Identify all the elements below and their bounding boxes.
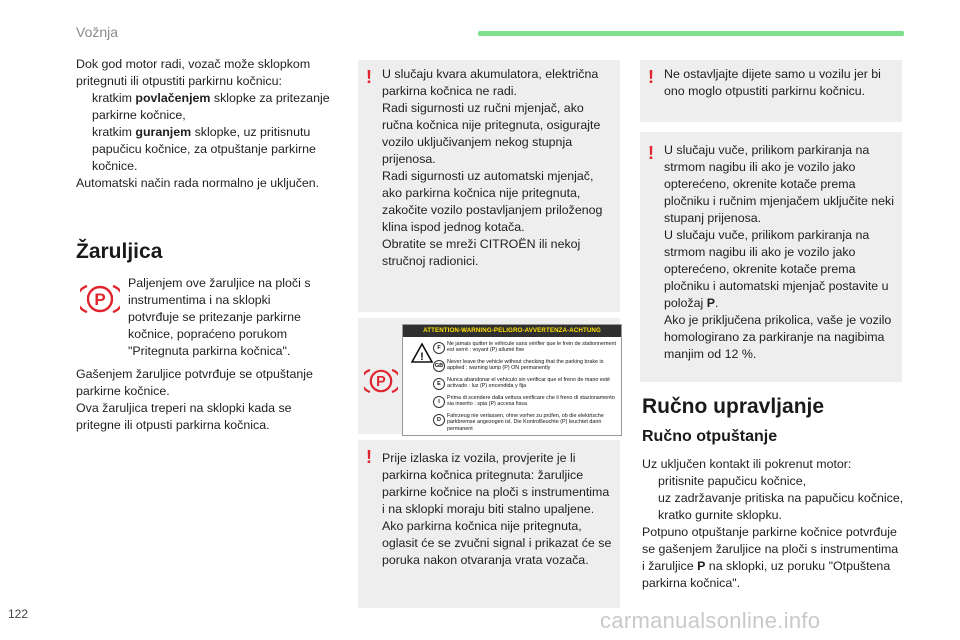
parking-brake-warning-icon	[364, 366, 398, 396]
lamp-description: Paljenjem ove žaruljice na ploči s instrumentima i na sklopki potvrđuje se pritezanje parkirne kočnice, popraćeno porukom "Pritegnuta parkirna kočnica".	[128, 276, 311, 358]
sticker-row-e: E Nunca abandonar el vehículo sin verificar que el freno de mano esté activado : luz (P) encendida y fija	[447, 377, 617, 391]
subheading-rucno-otpustanje: Ručno otpuštanje	[642, 428, 778, 445]
section-title: Vožnja	[76, 24, 119, 40]
sticker-row-d: D Fahrzeug nie verlassen, ohne vorher zu prüfen, ob die elektrische parkbremse angezogen ist. Die Kontrollleuchte (P) leuchtet dann permanent	[447, 413, 617, 427]
svg-text:P: P	[376, 374, 386, 391]
svg-text:!: !	[420, 351, 424, 363]
intro-paragraph: Dok god motor radi, vozač može sklopkom pritegnuti ili otpustiti parkirnu kočnicu:	[76, 57, 311, 88]
lamp-off-text: Gašenjem žaruljice potvrđuje se otpuštanje parkirne kočnice. Ova žaruljica treperi na sklopki kada se pritegne ili otpusti parkirna kočnica.	[76, 367, 313, 432]
parking-brake-warning-icon	[80, 282, 120, 316]
warning-sticker	[402, 324, 622, 436]
heading-rucno-upravljanje: Ručno upravljanje	[642, 395, 825, 418]
manual-release-steps: Uz uključen kontakt ili pokrenut motor: pritisnite papučicu kočnice, uz zadržavanje pritiska na papučicu kočnice, kratko gurnite sklopku.	[642, 457, 904, 522]
sticker-row-i: I Prima di scendere dalla vettura verificare che il freno di stazionamento sia inserito : spia (P) accesa fissa	[447, 395, 617, 409]
bullet-item: kratkim povlačenjem sklopke za pritezanje parkirne kočnice,	[92, 91, 330, 122]
warning-label-illustration	[358, 318, 620, 434]
svg-text:P: P	[94, 290, 106, 309]
release-confirmation-text: Potpuno otpuštanje parkirne kočnice potvrđuje se gašenjem žaruljice na ploči s instrumentima i žaruljice P na sklopki, uz poruku "Otpuštena parkirna kočnica".	[642, 525, 899, 590]
column-1-intro	[76, 56, 338, 192]
warning-exclamation-icon: !	[366, 67, 372, 87]
page-number: 122	[8, 607, 29, 621]
bullet-item: kratkim guranjem sklopke, uz pritisnutu papučicu kočnice, za otpuštanje parkirne kočnice.	[92, 125, 316, 173]
warning-exclamation-icon: !	[648, 67, 654, 87]
sticker-row-gb: GB Never leave the vehicle without checking that the parking brake is applied : warning lamp (P) ON permanently	[434, 359, 604, 372]
warning-box-battery: ! U slučaju kvara akumulatora, električna parkirna kočnica ne radi. Radi sigurnosti uz ručni mjenjač, ako ručna kočnica nije pritegnuta, osigurajte vozilo uključivanjem nekog stupnja prijenosa. Radi sigurnosti uz automatski mjenjač, ako parkirna kočnica nije pritegnuta, zakočite vozilo postavljanjem priloženog klina ispod jednog kotača. Obratite se mreži CITROËN ili nekoj stručnoj radionici.	[358, 60, 620, 312]
bullet-item: pritisnite papučicu kočnice,	[658, 474, 807, 488]
heading-zaruljica: Žaruljica	[76, 240, 163, 263]
bullet-item: uz zadržavanje pritiska na papučicu kočnice, kratko gurnite sklopku.	[658, 491, 904, 522]
warning-box-child: ! Ne ostavljajte dijete samo u vozilu jer bi ono moglo otpustiti parkirnu kočnicu.	[640, 60, 902, 122]
warning-triangle-icon	[411, 343, 433, 368]
warning-box-towing: ! U slučaju vuče, prilikom parkiranja na strmom nagibu ili ako je vozilo jako opterećeno, okrenite kotače prema pločniku i ručnim mjenjačem uključite neki stupanj prijenosa. U slučaju vuče, prilikom parkiranja na strmom nagibu ili ako je vozilo jako opterećeno, okrenite kotače prema pločniku i automatski mjenjač postavite u položaj P. Ako je priključena prikolica, vaše je vozilo homologirano za parkiranje na nagibima manjim od 12 %.	[640, 132, 902, 382]
auto-mode-note: Automatski način rada normalno je uključen.	[76, 176, 320, 190]
section-color-bar	[478, 31, 904, 36]
sticker-row-f: F Ne jamais quitter le véhicule sans vérifier que le frein de stationnement est serré : voyant (P) allumé fixe	[447, 341, 617, 355]
warning-box-exit-check: ! Prije izlaska iz vozila, provjerite je li parkirna kočnica pritegnuta: žaruljice parkirne kočnice na ploči s instrumentima i na sklopki moraju biti stalno upaljene. Ako parkirna kočnica nije pritegnuta, oglasit će se zvučni signal i prikazat će se poruka nakon otvaranja vrata vozača.	[358, 440, 620, 608]
warning-exclamation-icon: !	[648, 143, 654, 163]
sticker-header: ATTENTION-WARNING-PELIGRO-AVVERTENZA-ACHTUNG	[403, 325, 621, 337]
warning-exclamation-icon: !	[366, 447, 372, 467]
watermark: carmanualsonline.info	[600, 608, 821, 633]
